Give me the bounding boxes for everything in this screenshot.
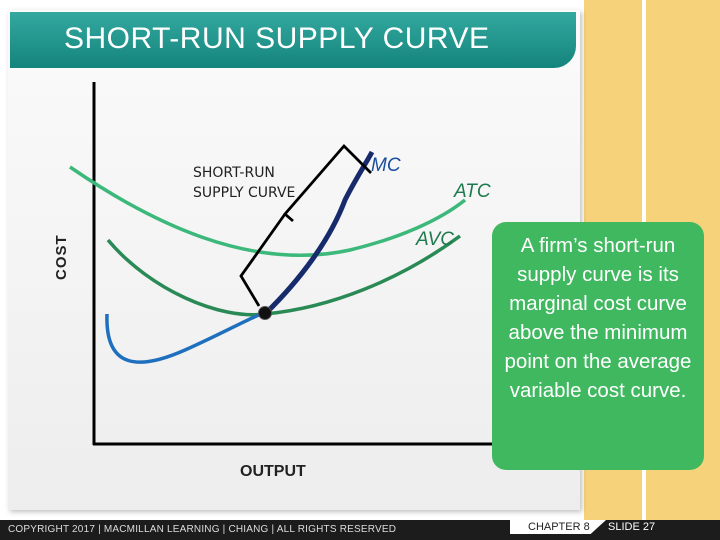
avc-label: AVC bbox=[416, 229, 455, 250]
y-axis-label: COST bbox=[53, 234, 70, 280]
supply-curve-label-line2: SUPPLY CURVE bbox=[193, 185, 296, 201]
slide-title: SHORT-RUN SUPPLY CURVE bbox=[64, 22, 490, 55]
footer-copyright: COPYRIGHT 2017 | MACMILLAN LEARNING | CHIANG | ALL RIGHTS RESERVED bbox=[8, 524, 397, 535]
avc-curve bbox=[108, 236, 460, 315]
chapter-label: CHAPTER 8 bbox=[528, 521, 590, 533]
avc-minimum-point bbox=[259, 307, 272, 320]
slide-number: SLIDE 27 bbox=[608, 521, 656, 533]
mc-curve bbox=[107, 314, 265, 362]
mc-label: MC bbox=[371, 155, 401, 176]
x-axis-label: OUTPUT bbox=[240, 463, 306, 480]
explanation-callout: A firm’s short-run supply curve is its marginal cost curve above the minimum point on the average variable cost curve. bbox=[492, 222, 704, 470]
atc-label: ATC bbox=[454, 181, 491, 202]
supply-curve-label-line1: SHORT-RUN bbox=[193, 165, 275, 181]
